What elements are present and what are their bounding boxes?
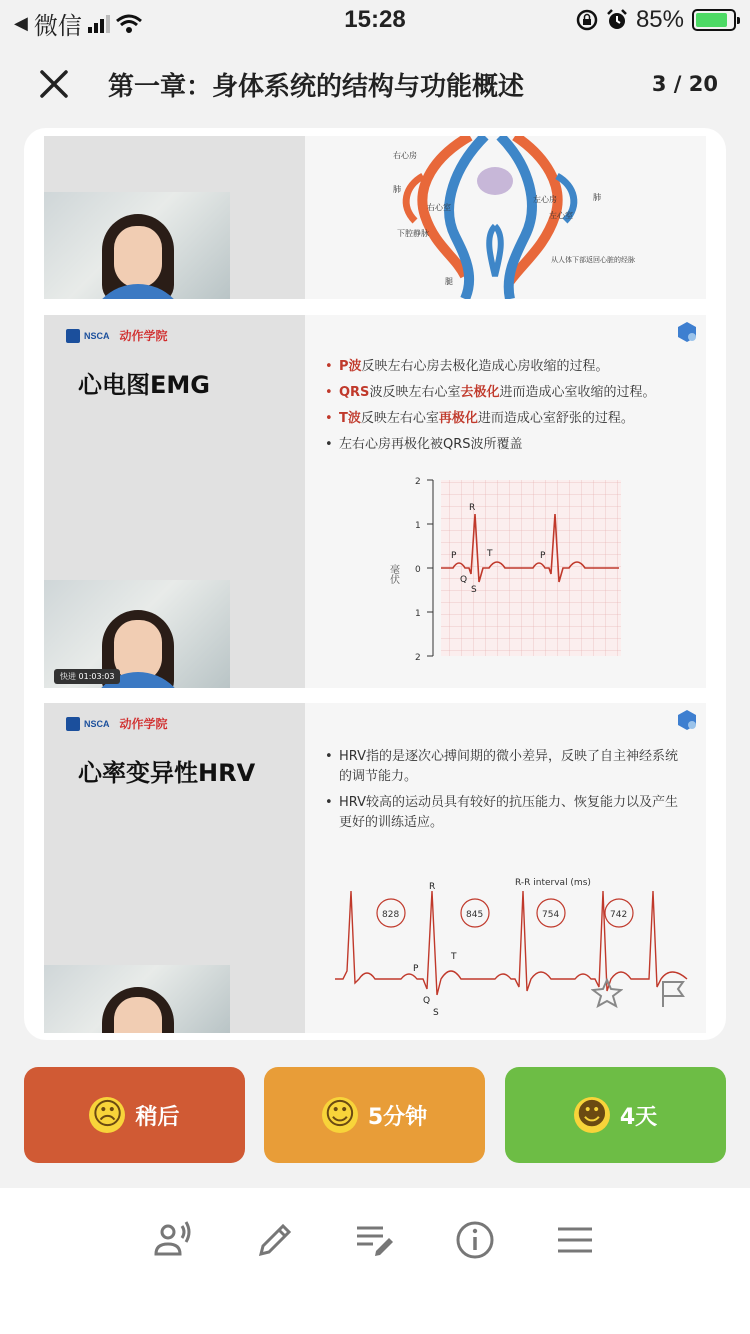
- speaker-person-icon[interactable]: [152, 1218, 196, 1262]
- bullet-hrv-athletes: • HRV较高的运动员具有较好的抗压能力、恢复能力以及产生更好的训练适应。: [323, 793, 690, 833]
- svg-text:T: T: [487, 549, 493, 559]
- svg-text:S: S: [471, 585, 477, 595]
- circulation-diagram: [305, 136, 706, 299]
- content-card[interactable]: [24, 128, 726, 1040]
- bullet-p-wave: • P波反映左右心房去极化造成心房收缩的过程。: [323, 357, 690, 377]
- svg-text:左心房: 左心房: [533, 195, 557, 204]
- svg-text:从人体下部返回心脏的经脉: 从人体下部返回心脏的经脉: [551, 256, 635, 264]
- nsca-logo: NSCA: [66, 329, 110, 343]
- svg-text:右心室: 右心室: [427, 203, 451, 212]
- carrier-label: 微信: [33, 13, 82, 40]
- grin-face-icon: ☻: [574, 1097, 610, 1133]
- svg-text:R: R: [469, 503, 476, 513]
- slide-content: [305, 703, 706, 1033]
- menu-icon[interactable]: [553, 1218, 597, 1262]
- svg-text:Q: Q: [423, 996, 431, 1006]
- page-counter: 3 / 20: [651, 72, 718, 96]
- alarm-icon: [606, 9, 628, 31]
- svg-text:P: P: [413, 964, 419, 974]
- svg-text:742: 742: [610, 910, 628, 920]
- flag-icon[interactable]: [657, 977, 689, 1009]
- svg-text:左心室: 左心室: [549, 211, 573, 220]
- close-button[interactable]: [36, 66, 72, 102]
- svg-text:828: 828: [382, 910, 400, 920]
- svg-text:2: 2: [415, 653, 421, 663]
- bullet-t-wave: • T波反映左右心室再极化进而造成心室舒张的过程。: [323, 409, 690, 429]
- four-days-button[interactable]: [505, 1067, 726, 1163]
- bullet-atrial-repolarization: • 左右心房再极化被QRS波所覆盖: [323, 435, 690, 455]
- battery-icon: [692, 9, 736, 31]
- svg-text:2: 2: [415, 477, 421, 487]
- slide-heart-diagram: [44, 136, 706, 299]
- svg-text:1: 1: [415, 521, 421, 531]
- svg-text:P: P: [540, 551, 546, 561]
- movement-academy-logo: 动作学院: [119, 717, 168, 731]
- svg-text:Q: Q: [460, 575, 468, 585]
- bullet-hrv-definition: • HRV指的是逐次心搏间期的微小差异，反映了自主神经系统的调节能力。: [323, 747, 690, 787]
- star-icon[interactable]: [591, 977, 623, 1009]
- svg-text:R: R: [429, 882, 436, 892]
- slide-hrv: [44, 703, 706, 1033]
- slide-content: [305, 136, 706, 299]
- svg-text:下腔静脉: 下腔静脉: [397, 229, 429, 238]
- svg-text:R-R interval (ms): R-R interval (ms): [515, 878, 591, 888]
- svg-text:S: S: [433, 1008, 439, 1018]
- later-label: 稍后: [135, 1104, 180, 1130]
- svg-text:毫伏: 毫伏: [387, 564, 399, 584]
- svg-text:754: 754: [542, 910, 560, 920]
- svg-text:肺: 肺: [393, 185, 401, 194]
- five-minutes-label: 5分钟: [367, 1104, 428, 1130]
- slide-logos: [66, 715, 168, 732]
- svg-text:845: 845: [466, 910, 484, 920]
- svg-text:T: T: [451, 952, 457, 962]
- slide-heading: 心率变异性HRV: [78, 759, 256, 787]
- header: [0, 48, 750, 120]
- hexagon-icon: [676, 321, 698, 343]
- back-arrow-icon[interactable]: ◀: [14, 13, 28, 33]
- hrv-chart: [305, 871, 706, 1033]
- slide-ecg: [44, 315, 706, 688]
- five-minutes-button[interactable]: [264, 1067, 485, 1163]
- edit-list-icon[interactable]: [353, 1218, 397, 1262]
- hrv-bullets: [323, 747, 690, 839]
- bottom-toolbar: [0, 1188, 750, 1334]
- svg-text:0: 0: [415, 565, 421, 575]
- pencil-icon[interactable]: [253, 1218, 297, 1262]
- ecg-chart: [305, 470, 706, 680]
- rating-buttons: [24, 1067, 726, 1165]
- battery-percent: 85%: [635, 6, 684, 33]
- svg-text:右心房: 右心房: [393, 151, 417, 160]
- slide-heading: 心电图EMG: [78, 371, 210, 399]
- bullet-qrs-wave: • QRS波反映左右心室去极化进而造成心室收缩的过程。: [323, 383, 690, 403]
- webcam-video[interactable]: [44, 965, 230, 1033]
- hexagon-icon: [676, 709, 698, 731]
- frown-face-icon: ☹: [89, 1097, 125, 1133]
- status-bar: [0, 0, 750, 40]
- slide-content: [305, 315, 706, 688]
- status-time: 15:28: [344, 6, 406, 33]
- smile-face-icon: ☺: [322, 1097, 358, 1133]
- later-button[interactable]: [24, 1067, 245, 1163]
- rotation-lock-icon: [576, 9, 598, 31]
- webcam-video[interactable]: [44, 580, 230, 688]
- status-right: [576, 6, 736, 34]
- ecg-bullets: [323, 357, 690, 461]
- info-icon[interactable]: [453, 1218, 497, 1262]
- movement-academy-logo: 动作学院: [119, 329, 168, 343]
- four-days-label: 4天: [619, 1104, 658, 1130]
- svg-text:肺: 肺: [593, 193, 601, 202]
- playback-time-label: 快进 01:03:03: [54, 669, 120, 684]
- slide-logos: [66, 327, 168, 344]
- svg-text:1: 1: [415, 609, 421, 619]
- page-title: 第一章：身体系统的结构与功能概述: [108, 72, 525, 102]
- svg-text:腿: 腿: [445, 277, 453, 286]
- svg-text:P: P: [451, 551, 457, 561]
- nsca-logo: NSCA: [66, 717, 110, 731]
- webcam-video[interactable]: [44, 192, 230, 299]
